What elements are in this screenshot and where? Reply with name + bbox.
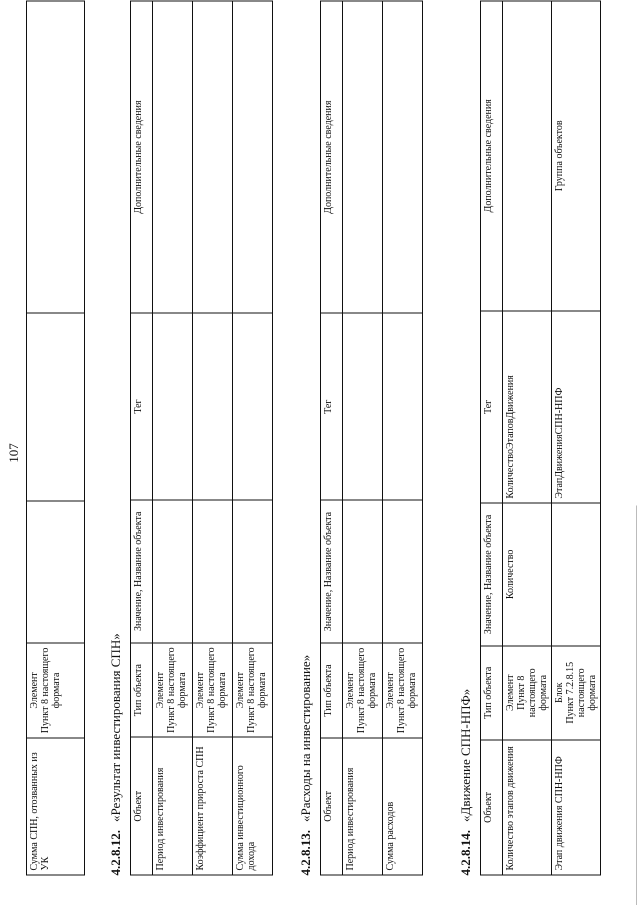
cell-object: Этап движения СПН-НПФ <box>552 739 601 874</box>
cell-type: Элемент Пункт 8 настоящего формата <box>383 643 423 738</box>
cell-tag <box>233 313 273 500</box>
table-row <box>343 1 383 875</box>
cell-extra <box>153 1 193 313</box>
continuation-table-block <box>26 0 85 875</box>
cell-type: Элемент Пункт 8 настоящего формата <box>153 642 193 737</box>
section-4-2-8-14 <box>458 0 601 875</box>
cell-tag <box>27 312 85 500</box>
cell-extra <box>503 1 552 311</box>
cell-tag <box>343 313 383 500</box>
table-row <box>552 1 601 875</box>
cell-tag <box>383 313 423 500</box>
page-number: 107 <box>6 442 21 463</box>
cell-tag <box>153 313 193 500</box>
section-heading: 4.2.8.14.«Движение СПН-НПФ» <box>458 688 473 875</box>
cell-extra <box>343 1 383 313</box>
cell-type: Элемент Пункт 8 настоящего формата <box>503 645 552 739</box>
cell-object: Сумма инвестиционного дохода <box>233 737 273 875</box>
cell-value: Количество <box>503 503 552 646</box>
cell-type: Элемент Пункт 8 настоящего формата <box>233 642 273 737</box>
header-value: Значение, Название объекта <box>481 503 503 646</box>
header-object: Объект <box>131 737 153 875</box>
table-row <box>153 1 193 875</box>
cell-tag <box>193 313 233 500</box>
cell-object: Период инвестирования <box>343 737 383 874</box>
cell-object: Период инвестирования <box>153 737 193 875</box>
table-row <box>383 1 423 875</box>
header-tag: Тег <box>481 310 503 502</box>
header-extra: Дополнительные сведения <box>321 1 343 313</box>
cell-type: Элемент Пункт 8 настоящего формата <box>343 643 383 738</box>
section-heading: 4.2.8.12.«Результат инвестирования СПН» <box>108 632 123 875</box>
cell-value <box>153 499 193 642</box>
section-4-2-8-13 <box>298 0 423 875</box>
table-row <box>27 1 85 875</box>
section-table <box>480 0 601 875</box>
table-row <box>233 1 273 875</box>
cell-value <box>233 499 273 642</box>
bottom-rule <box>636 505 637 905</box>
header-object: Объект <box>321 737 343 874</box>
cell-value <box>552 503 601 646</box>
cell-extra <box>27 1 85 313</box>
header-type: Тип объекта <box>481 645 503 739</box>
section-4-2-8-12 <box>108 0 273 875</box>
continuation-table <box>26 0 85 875</box>
header-tag: Тег <box>321 313 343 500</box>
cell-object: Сумма расходов <box>383 737 423 874</box>
header-extra: Дополнительные сведения <box>131 1 153 313</box>
cell-value <box>27 500 85 642</box>
section-table <box>320 0 423 875</box>
cell-object: Сумма СПН, отозванных из УК <box>27 737 85 874</box>
header-object: Объект <box>481 739 503 874</box>
cell-tag: ЭтапДвиженияСПН-НПФ <box>552 310 601 502</box>
cell-value <box>383 500 423 643</box>
header-type: Тип объекта <box>321 643 343 738</box>
header-tag: Тег <box>131 313 153 500</box>
table-header-row <box>131 1 153 875</box>
section-table <box>130 0 273 875</box>
cell-type: Элемент Пункт 8 настоящего формата <box>193 642 233 737</box>
header-value: Значение, Название объекта <box>131 499 153 642</box>
cell-value <box>193 499 233 642</box>
header-type: Тип объекта <box>131 642 153 737</box>
cell-extra: Группа объектов <box>552 1 601 311</box>
table-row <box>503 1 552 875</box>
cell-object: Количество этапов движения <box>503 739 552 874</box>
table-header-row <box>321 1 343 875</box>
cell-extra <box>193 1 233 313</box>
cell-tag: КоличествоЭтаповДвижения <box>503 310 552 502</box>
cell-extra <box>233 1 273 313</box>
table-header-row <box>481 1 503 875</box>
table-row <box>193 1 233 875</box>
cell-type: Элемент Пункт 8 настоящего формата <box>27 642 85 737</box>
cell-value <box>343 500 383 643</box>
section-heading: 4.2.8.13.«Расходы на инвестирование» <box>298 654 313 875</box>
header-extra: Дополнительные сведения <box>481 1 503 311</box>
cell-type: Блок Пункт 7.2.8.15 настоящего формата <box>552 645 601 739</box>
cell-object: Коэффициент прироста СПН <box>193 737 233 875</box>
header-value: Значение, Название объекта <box>321 500 343 643</box>
cell-extra <box>383 1 423 313</box>
